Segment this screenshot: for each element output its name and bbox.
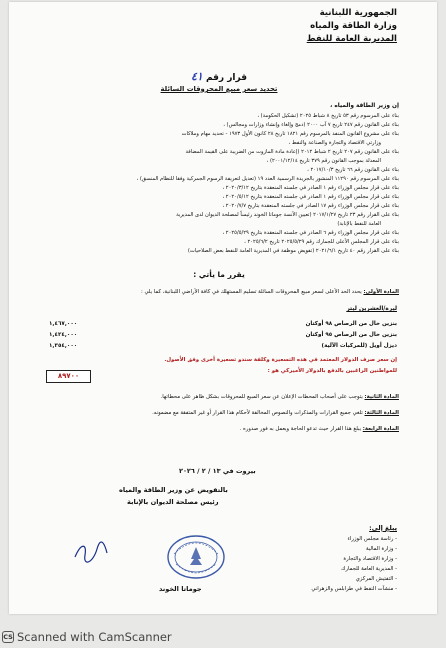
camscanner-logo-icon: CS	[3, 633, 13, 641]
fuel-price-1: ١,٤٦٧,٠٠٠	[49, 321, 78, 327]
decision-label: قرار رقم	[205, 73, 247, 83]
fuel-name-1: بنزين خال من الرصاص ٩٨ أوكتان	[305, 321, 397, 327]
article-1	[141, 289, 399, 295]
article-4	[240, 426, 399, 432]
article-3-text: تلغي جميع القرارات والمذكرات والنصوص المخالفة لأحكام هذا القرار أو غير المتفقة مع مضمونه.	[152, 410, 363, 416]
distribution-item-1: - رئاسة مجلس الوزراء	[347, 536, 397, 542]
fuel-price-2: ١,٤٢٤,٠٠٠	[49, 332, 78, 338]
decides-heading: يقرر ما يأتي :	[193, 270, 245, 279]
article-3	[152, 410, 399, 416]
fuel-name-3: ديزل أويل (للمركبات الآلية)	[321, 343, 397, 349]
distribution-item-6: - منشآت النفط في طرابلس والزهراني	[311, 586, 397, 592]
preamble-line-4: وزارتي الاقتصاد والتجارة والصناعة والنفط ،	[288, 140, 381, 146]
preamble-line-14: بناء على قرار مجلس الوزراء رقم ٦ الصادر في جلسته المنعقدة بتاريخ ٢٠٢٥/٥/٢٩ ،	[222, 230, 399, 236]
article-2	[161, 394, 399, 400]
article-2-text: يتوجب على أصحاب المحطات الإعلان عن سعر المبيع للمحروقات بشكل ظاهر على محطاتها.	[160, 394, 363, 400]
country-header: الجمهورية اللبنانية	[319, 8, 397, 18]
preamble-line-8: بناء على المرسوم رقم ١١٢٩٠ المنشور بالجريدة الرسمية العدد ١٩ (تعديل لتعريفة الرسوم الجمركية وفقا للنظام المنسق) ،	[136, 176, 399, 182]
article-3-label: المادة الثالثة:	[364, 410, 399, 416]
fuel-price-3: ١,٣٥٤,٠٠٠	[49, 343, 78, 349]
signature-delegation: بالتفويض عن وزير الطاقة والمياه	[119, 486, 228, 494]
article-4-text: يبلغ هذا القرار حيث تدعو الحاجة ويعمل به فور صدوره .	[239, 426, 362, 432]
signature-title: رئيس مصلحة الديوان بالإنابة	[127, 498, 219, 506]
decision-subject: تحديد سعر مبيع المحروقات السائلة	[160, 85, 278, 93]
distribution-item-4: - المديرية العامة للجمارك	[341, 566, 397, 572]
preamble-line-15: بناء على قرار المجلس الأعلى للجمارك رقم ٢٠٢٥/٥/٢٩ تاريخ ٢٠٢٥/٦/٢ ،	[244, 239, 399, 245]
preamble-line-13: العامة للنفط بالإنابة)	[337, 221, 381, 227]
preamble-line-12: بناء على القرار رقم ٢٣ تاريخ ٢٠١٧/١/٢٧ (تعيين الآنسة جوماتا الخوند رئيساً لمصلحة الديوان لدى المديرية	[176, 212, 399, 218]
minister-line: إن وزير الطاقة والمياه ،	[330, 103, 399, 109]
preamble-line-3: بناء على مشروع القانون المنفذ بالمرسوم رقم ١٨٢١ تاريخ ٢٨ كانون الأول ١٩٧٣ - تحديد مهام وملاكات	[181, 131, 399, 137]
exchange-rate-value: ٨٩٧٠٠	[57, 372, 80, 380]
article-1-text: يحدد الحد الأعلى لسعر مبيع المحروقات السائلة تسليم المستهلك في كافة الأراضي اللبنانية، كما يلي :	[141, 289, 362, 295]
preamble-line-2: بناء على القانون رقم ٢٤٧ تاريخ ٧ آب ٢٠٠٠ (دمج وإلغاء وإنشاء وزارات ومجالس) ،	[223, 122, 399, 128]
handwritten-signature-icon	[71, 537, 111, 567]
camscanner-footer	[2, 630, 172, 644]
official-stamp-icon	[166, 534, 226, 580]
issue-date: بيروت في ١٣ / ٢ / ٢٠٢٦	[179, 467, 256, 475]
distribution-item-5: - التفتيش المركزي	[355, 576, 397, 582]
decision-number: ٤١	[191, 70, 203, 83]
preamble-line-10: بناء على قرار مجلس الوزراء رقم ١ الصادر في جلسته المنعقدة بتاريخ ٢٠٢٠/٥/١٢ ،	[222, 194, 399, 200]
preamble-line-16: بناء على القرار رقم ٤٠ تاريخ ٢٠٢١/٦/١ (تفويض موظفة في المديرية العامة للنفط بعض الصلاحيات)	[187, 248, 399, 254]
directorate-header: المديرية العامة للنفط	[306, 34, 397, 44]
preamble-line-9: بناء على قرار مجلس الوزراء رقم ١ الصادر في جلسته المنعقدة بتاريخ ٢٠٢٠/٣/١٢ ،	[222, 185, 399, 191]
distribution-item-3: - وزارة الاقتصاد والتجارة	[343, 556, 397, 562]
camscanner-text: Scanned with CamScanner	[17, 630, 172, 644]
article-4-label: المادة الرابعة:	[362, 426, 399, 432]
price-unit-label: ليرة/العشرين ليتر	[346, 306, 397, 312]
distribution-title: يبلغ إلى:	[369, 524, 397, 532]
preamble-line-1: بناء على المرسوم رقم ٥٣ تاريخ ٨ شباط ٢٠٢٥ (تشكيل الحكومة) ،	[257, 113, 399, 119]
exchange-rate-box	[46, 370, 91, 383]
article-1-label: المادة الأولى:	[363, 289, 399, 295]
exchange-note-line-1: إن سعر صرف الدولار المعتمد في هذه التسعيرة وكلفة سندو تسعيرة أخرى وفق الأصول.	[164, 357, 397, 363]
fuel-name-2: بنزين خال من الرصاص ٩٥ أوكتان	[305, 332, 397, 338]
decision-number-line	[159, 70, 279, 83]
document-page	[9, 2, 437, 614]
preamble-line-5: بناء على القانون رقم ٢٠٧ تاريخ ٢ شباط ٢٠١٢ (إعادة مادة المازوت من الضريبة على القيمة المضافة	[185, 149, 399, 155]
preamble-line-11: بناء على قرار مجلس الوزراء رقم ١٧ الصادر في جلسته المنعقدة بتاريخ ٢٠٢٠/٧/٧ ،	[222, 203, 399, 209]
preamble-line-6: المعدلة بموجب القانون رقم ٣٧٩ تاريخ ٢٠٠١/١٢/١٤) ،	[266, 158, 381, 164]
ministry-header: وزارة الطاقة والمياه	[310, 21, 397, 31]
article-2-label: المادة الثانية:	[364, 394, 399, 400]
distribution-item-2: - وزارة المالية	[365, 546, 397, 552]
preamble-line-7: بناء على القانون رقم ٦٦ تاريخ ٢٠١٧/١٠/٣ ،	[307, 167, 399, 173]
exchange-note-line-2: للمواطنين الراغبين بالدفع بالدولار الأميركي هو :	[267, 368, 397, 374]
signatory-name: جوماتا الخوند	[159, 585, 202, 593]
